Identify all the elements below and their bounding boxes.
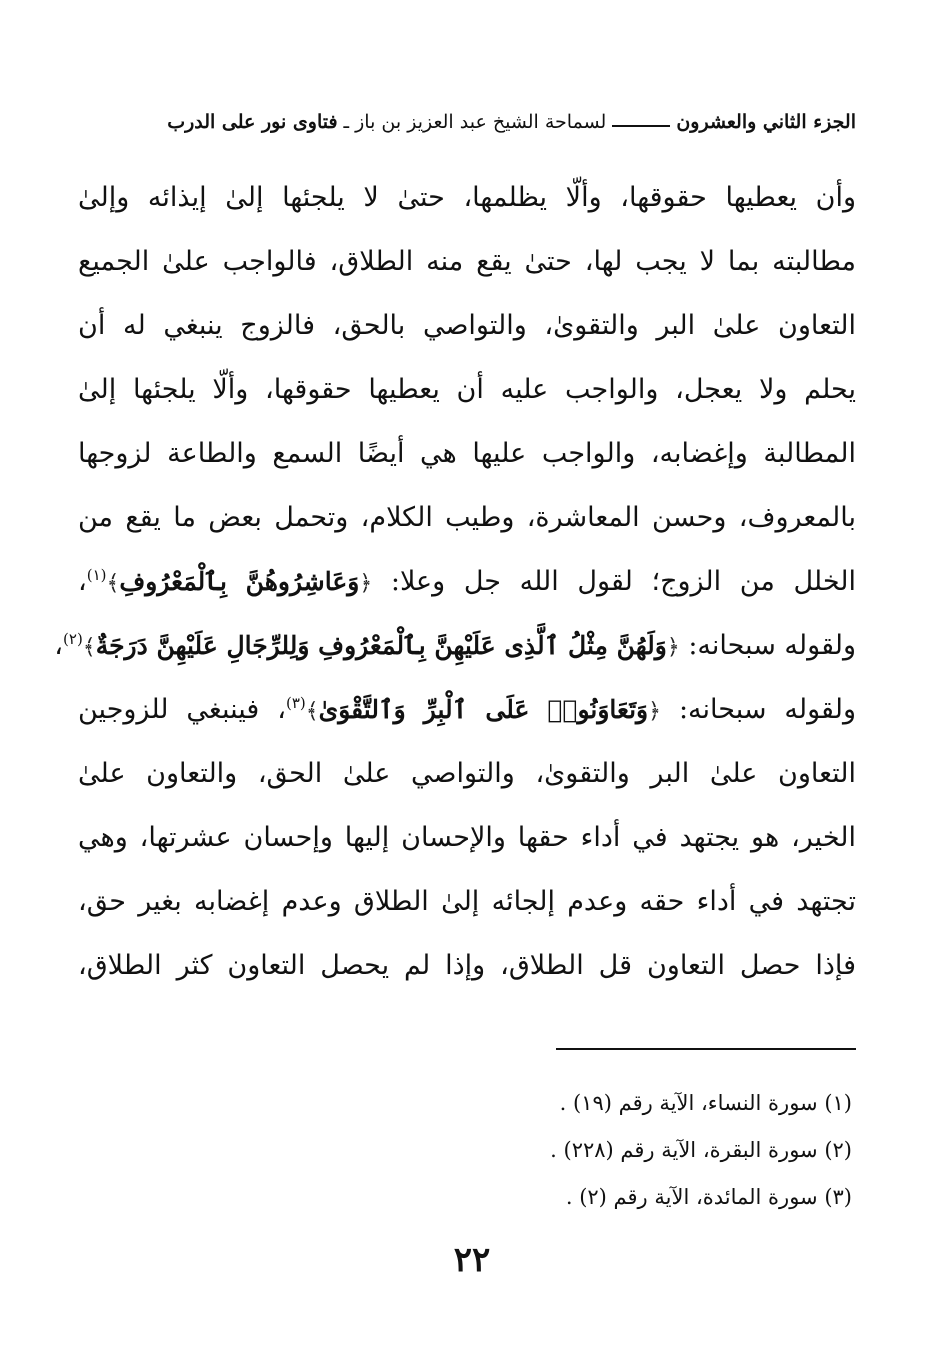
- header-volume: الجزء الثاني والعشرون: [676, 111, 856, 133]
- body-text: [54, 166, 856, 998]
- ornament-close-icon: ﴾: [305, 699, 319, 724]
- text-line: بالمعروف، وحسن المعاشرة، وطيب الكلام، وتحمل بعض ما يقع من: [78, 502, 856, 533]
- text-line: المطالبة وإغضابه، والواجب عليها هي أيضًا السمع والطاعة لزوجها: [78, 438, 856, 469]
- running-header: [88, 104, 856, 140]
- quran-intro-text: الخلل من الزوج؛ لقول الله جل وعلا:: [372, 566, 856, 597]
- footnote-ref: (٣): [285, 694, 306, 712]
- ornament-close-icon: ﴾: [82, 635, 96, 660]
- header-dash: ـ: [343, 111, 350, 133]
- text-line: وأن يعطيها حقوقها، وألّا يظلمها، حتىٰ لا يلجئها إلىٰ إيذائه وإلىٰ: [78, 182, 856, 213]
- text-line: مطالبته بما لا يجب لها، حتىٰ يقع منه الطلاق، فالواجب علىٰ الجميع: [78, 246, 856, 277]
- text-line: فإذا حصل التعاون قل الطلاق، وإذا لم يحصل التعاون كثر الطلاق،: [78, 950, 856, 981]
- quran-line: [54, 614, 856, 678]
- quran-trailing-text: ،: [78, 566, 87, 597]
- quran-intro-text: ولقوله سبحانه:: [661, 694, 856, 725]
- quran-line: [78, 678, 856, 742]
- footnote-item: (٣) سورة المائدة، الآية رقم (٢) .: [565, 1185, 852, 1209]
- ornament-open-icon: ﴿: [359, 571, 373, 596]
- ornament-open-icon: ﴿: [648, 699, 662, 724]
- footnote-item: (٢) سورة البقرة، الآية رقم (٢٢٨) .: [550, 1138, 852, 1162]
- quran-trailing-text: ،: [54, 630, 64, 661]
- ornament-close-icon: ﴾: [106, 571, 120, 596]
- footnote-item: (١) سورة النساء، الآية رقم (١٩) .: [559, 1091, 852, 1115]
- text-line: التعاون علىٰ البر والتقوىٰ، والتواصي بالحق، فالزوج ينبغي له أن: [78, 310, 856, 341]
- quran-intro-text: ولقوله سبحانه:: [679, 630, 856, 661]
- quran-verse: وَلَهُنَّ مِثْلُ ٱلَّذِى عَلَيْهِنَّ بِٱلْمَعْرُوفِ وَلِلرِّجَالِ عَلَيْهِنَّ دَرَجَةٌ: [95, 631, 667, 660]
- footnote-ref: (٢): [63, 630, 83, 648]
- quran-line: [78, 550, 856, 614]
- quran-trailing-text: ، فينبغي للزوجين: [78, 694, 286, 725]
- text-line: التعاون علىٰ البر والتقوىٰ، والتواصي علىٰ الحق، والتعاون علىٰ: [78, 758, 856, 789]
- footnote-divider: [556, 1048, 856, 1050]
- footnote-ref: (١): [86, 566, 107, 584]
- footnotes: [252, 1080, 852, 1221]
- quran-verse: وَعَاشِرُوهُنَّ بِٱلْمَعْرُوفِ: [119, 567, 360, 596]
- quran-verse: وَتَعَاوَنُوا۟ عَلَى ٱلْبِرِّ وَٱلتَّقْوَىٰ: [318, 695, 649, 724]
- ornament-open-icon: ﴿: [666, 635, 680, 660]
- header-book-title: فتاوى نور على الدرب: [167, 111, 338, 133]
- header-separator: [612, 125, 670, 127]
- page-number: ٢٢: [453, 1240, 491, 1280]
- header-author: لسماحة الشيخ عبد العزيز بن باز: [355, 111, 607, 133]
- text-line: تجتهد في أداء حقه وعدم إلجائه إلىٰ الطلاق وعدم إغضابه بغير حق،: [78, 886, 856, 917]
- text-line: الخير، هو يجتهد في أداء حقها والإحسان إليها وإحسان عشرتها، وهي: [78, 822, 856, 853]
- text-line: يحلم ولا يعجل، والواجب عليه أن يعطيها حقوقها، وألّا يلجئها إلىٰ: [78, 374, 856, 405]
